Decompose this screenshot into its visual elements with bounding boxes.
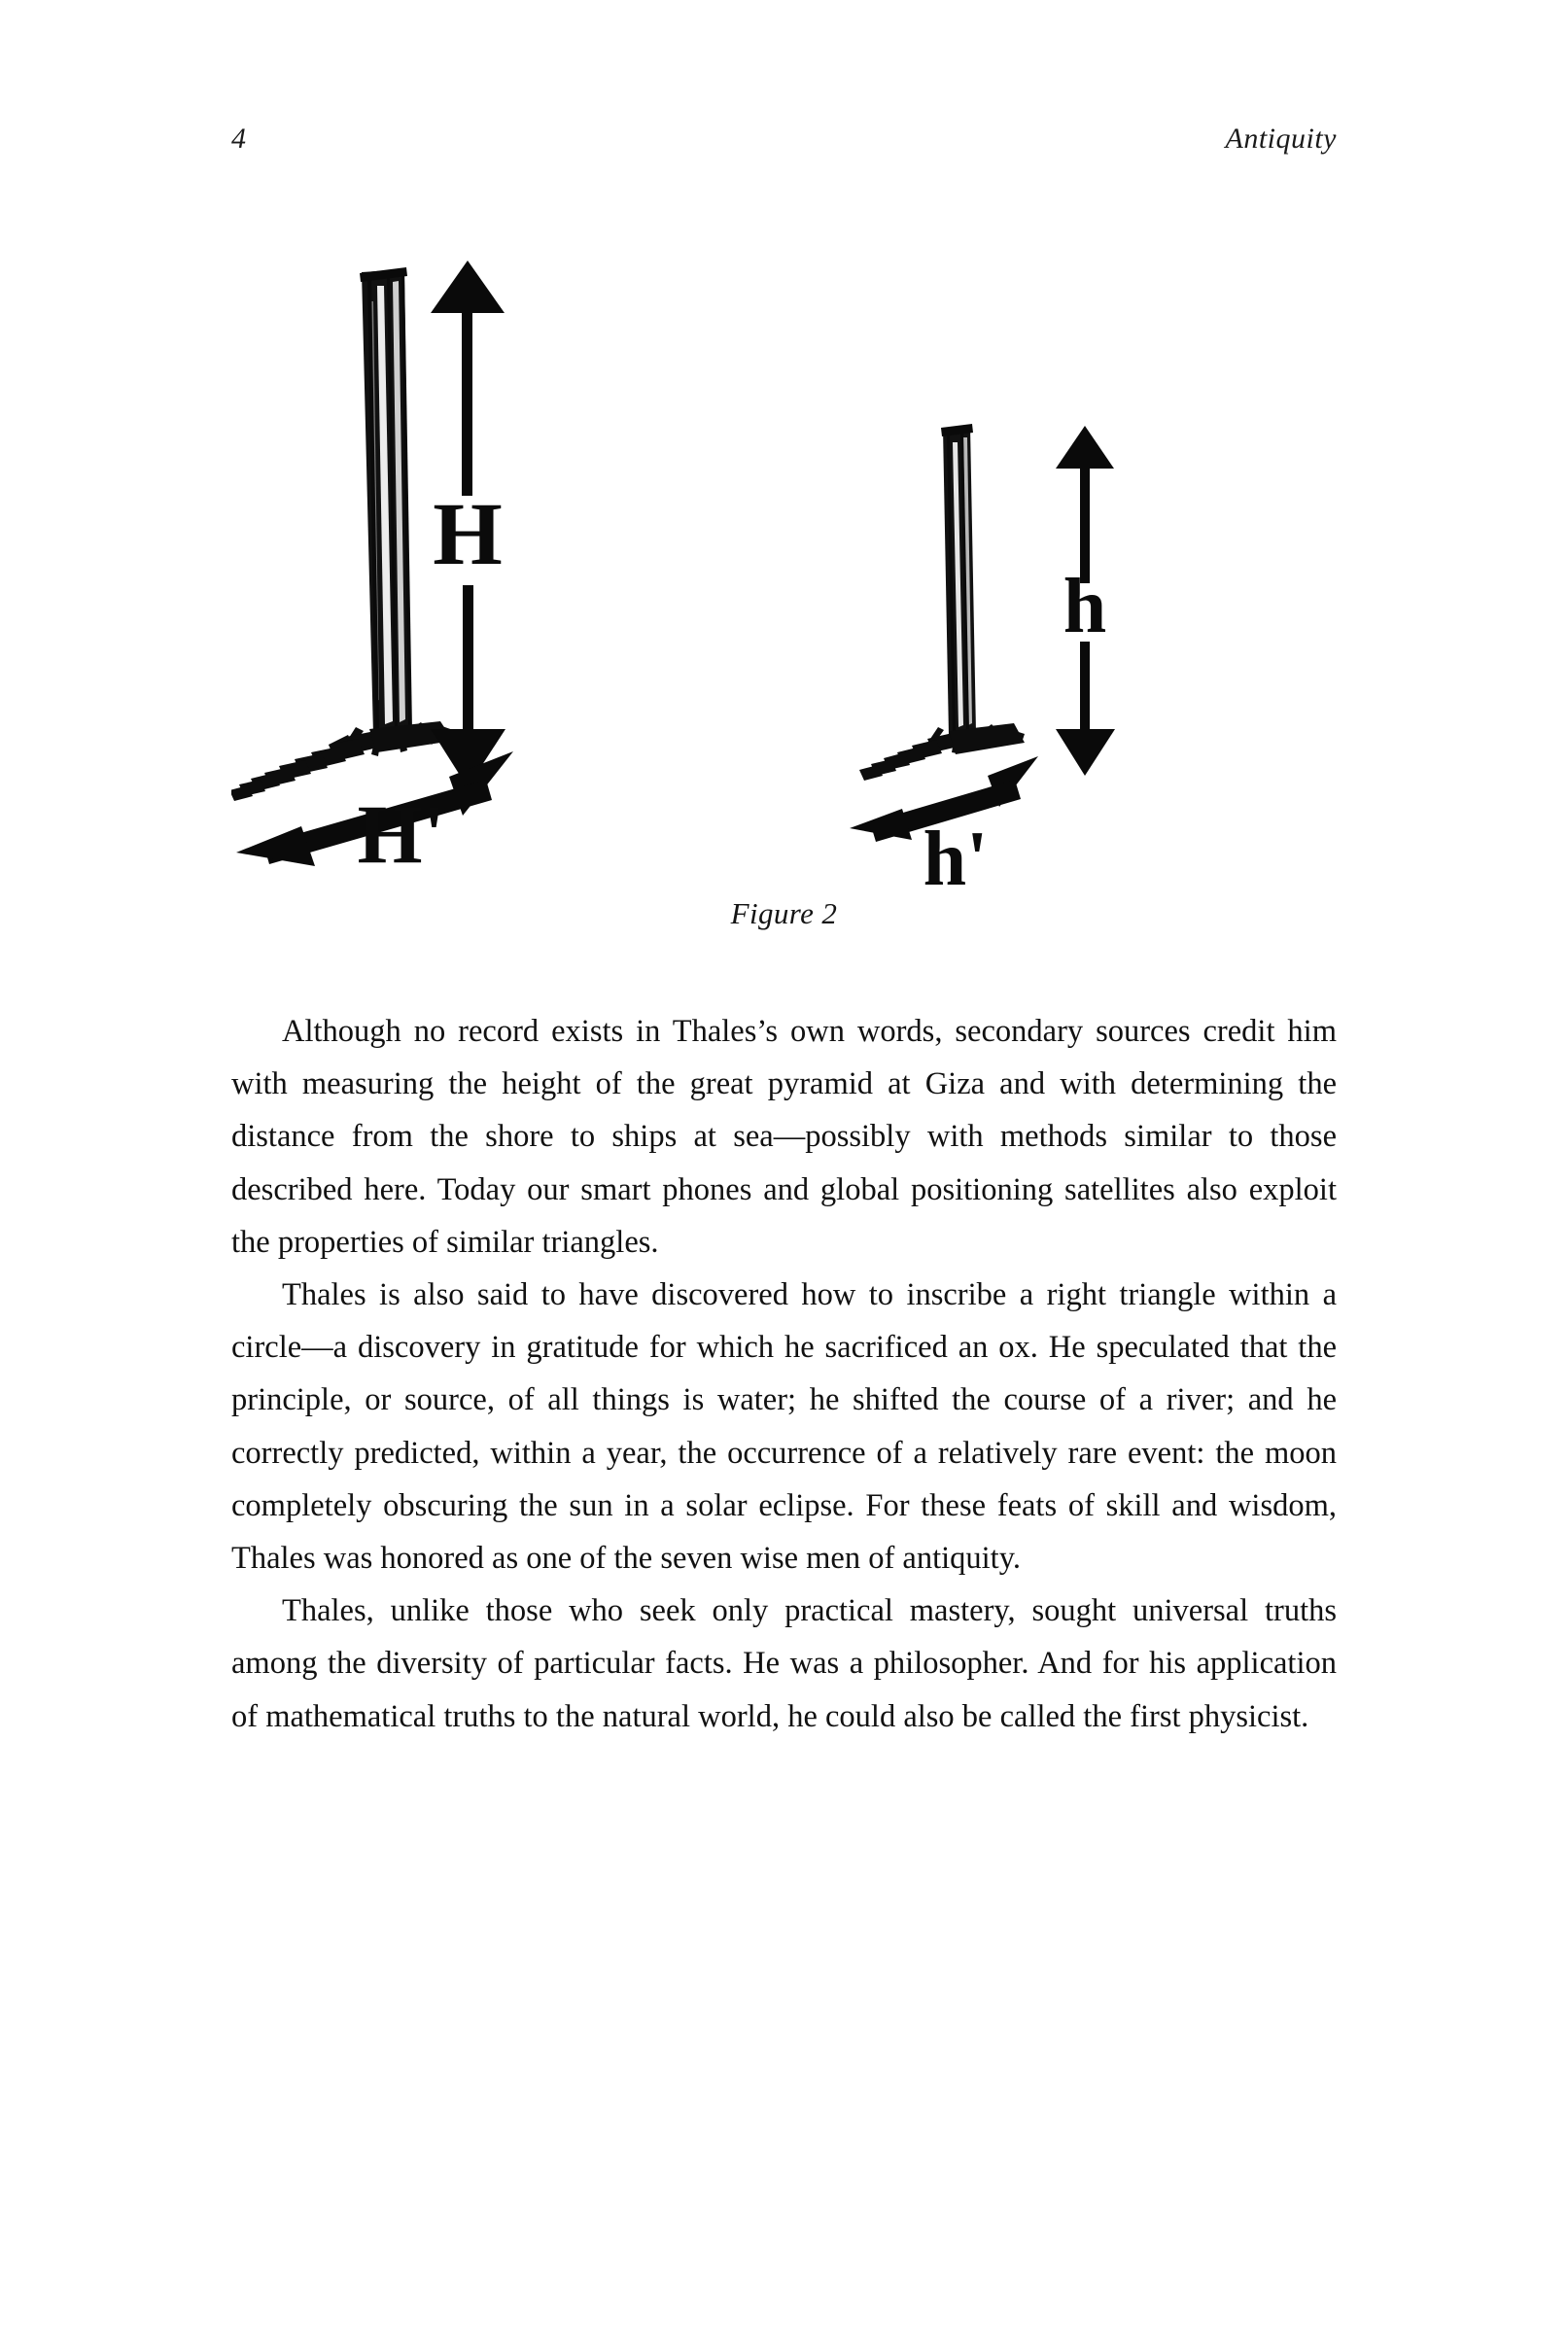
short-pole-height-arrow	[1056, 426, 1115, 776]
tall-pole-drawing	[360, 267, 412, 735]
body-text-column	[231, 1005, 1337, 1743]
label-h-prime: h'	[923, 817, 989, 885]
running-head	[231, 124, 1337, 169]
label-h: h	[1063, 564, 1107, 649]
tall-pole-height-arrow	[431, 261, 505, 787]
figure-2-drawing	[231, 243, 1337, 885]
label-H-prime: H'	[357, 787, 446, 881]
paragraph: Although no record exists in Thales’s own words, secondary sources credit him with measuring the height of the great pyramid at Giza and with determining the distance from the shore to ships at sea—possibly with methods similar to those described here. Today our smart phones and global positioning satellites also exploit the properties of similar triangles.	[231, 1014, 1337, 1260]
paragraph: Thales is also said to have discovered how to inscribe a right triangle within a circle—a discovery in gratitude for which he sacrificed an ox. He speculated that the principle, or source, of all things is water; he shifted the course of a river; and he correctly predicted, within a year, the occurrence of a relatively rare event: the moon completely obscuring the sun in a solar eclipse. For these feats of skill and wisdom, Thales was honored as one of the seven wise men of antiquity.	[231, 1277, 1337, 1577]
page-number: 4	[231, 122, 247, 155]
figure-2	[231, 243, 1337, 962]
running-title: Antiquity	[1225, 122, 1337, 155]
label-H: H	[433, 484, 503, 583]
figure-caption: Figure 2	[730, 896, 838, 930]
figure-illustration	[231, 243, 1337, 885]
short-pole-drawing	[941, 424, 976, 737]
paragraph: Thales, unlike those who seek only practical mastery, sought universal truths among the diversity of particular facts. He was a philosopher. And for his application of mathematical truths to the natural world, he could also be called the first physicist.	[231, 1593, 1337, 1734]
